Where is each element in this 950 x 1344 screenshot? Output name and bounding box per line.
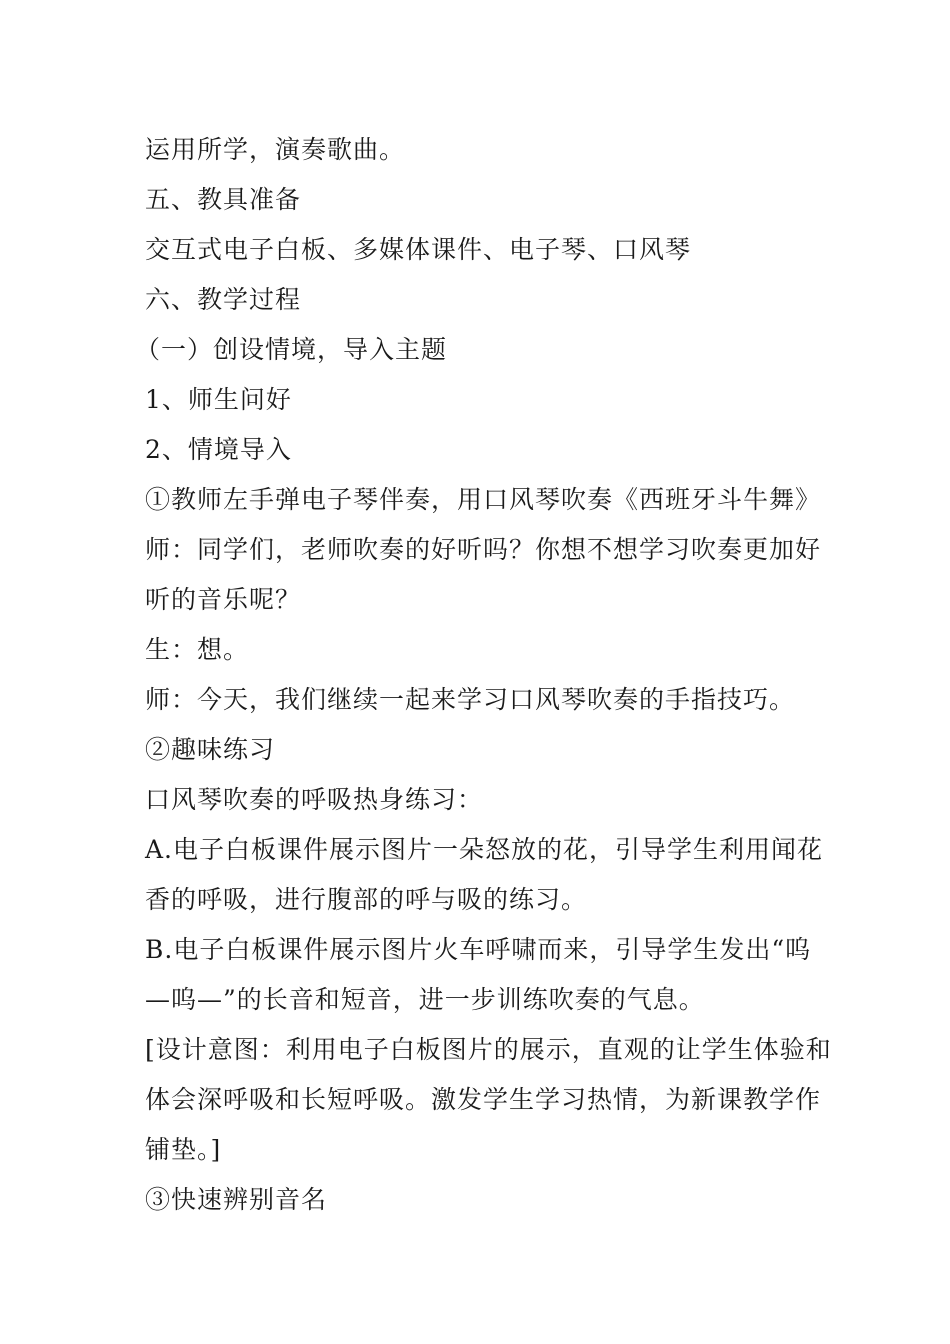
text-line: 1、师生问好 [145,385,292,414]
text-line: 运用所学，演奏歌曲。 [145,135,406,164]
text-line: ①教师左手弹电子琴伴奏，用口风琴吹奏《西班牙斗牛舞》 [145,485,822,514]
text-line: 2、情境导入 [145,435,292,464]
section-heading: 六、教学过程 [145,285,302,314]
text-line: 体会深呼吸和长短呼吸。激发学生学习热情，为新课教学作 [145,1085,822,1114]
text-line: 师：今天，我们继续一起来学习口风琴吹奏的手指技巧。 [145,685,796,714]
text-line: 口风琴吹奏的呼吸热身练习： [145,785,484,814]
text-line: 香的呼吸，进行腹部的呼与吸的练习。 [145,885,588,914]
text-line: 交互式电子白板、多媒体课件、电子琴、口风琴 [145,235,692,264]
text-line: A.电子白板课件展示图片一朵怒放的花，引导学生利用闻花 [145,835,824,864]
text-line: 听的音乐呢？ [145,585,302,614]
text-line: 铺垫。] [145,1135,222,1164]
text-line: 师：同学们，老师吹奏的好听吗？你想不想学习吹奏更加好 [145,535,822,564]
section-heading: 五、教具准备 [145,185,302,214]
document-body [135,125,832,1225]
text-line: ③快速辨别音名 [145,1185,328,1214]
text-line: B.电子白板课件展示图片火车呼啸而来，引导学生发出“呜 [145,935,812,964]
text-line: [设计意图：利用电子白板图片的展示，直观的让学生体验和 [145,1035,832,1064]
text-line: 生：想。 [145,635,250,664]
subsection-heading: （一）创设情境，导入主题 [135,335,448,364]
text-line: ②趣味练习 [145,735,276,764]
text-line: —呜—”的长音和短音，进一步训练吹奏的气息。 [145,985,705,1014]
